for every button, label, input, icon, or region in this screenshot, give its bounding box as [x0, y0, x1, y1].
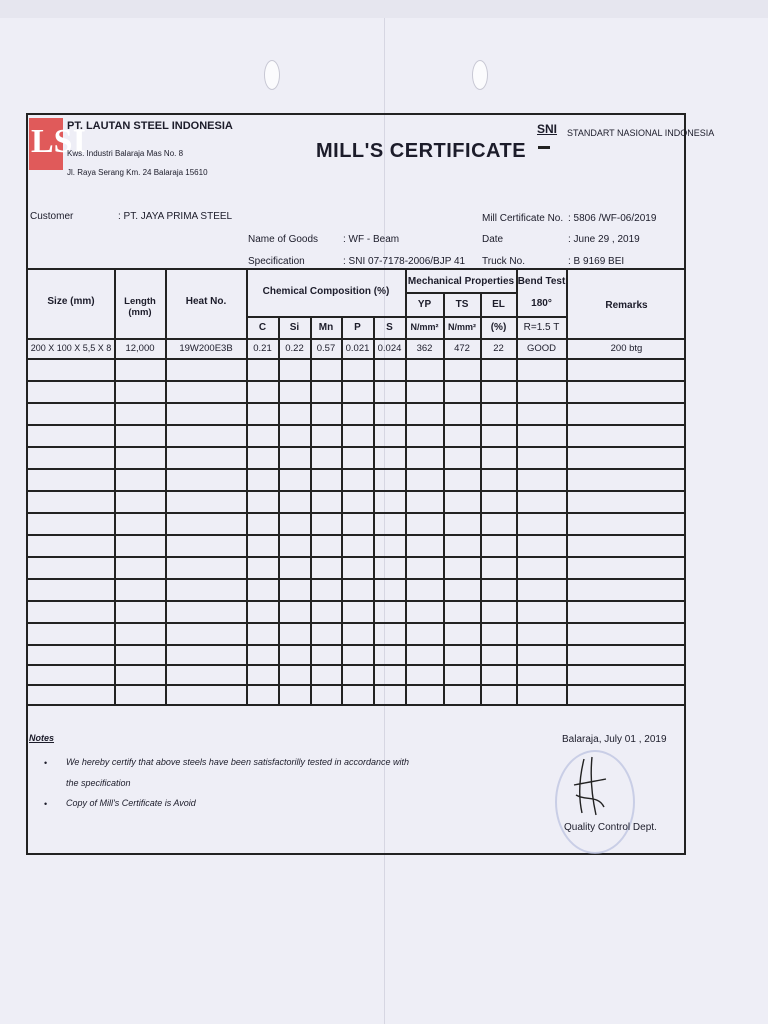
header-el-unit: (%) — [490, 322, 507, 333]
header-yp-unit: N/mm² — [410, 322, 439, 332]
notes-title: Notes — [29, 733, 55, 743]
header-yp: YP — [417, 299, 432, 310]
header-mechanical: Mechanical Properties — [407, 276, 515, 287]
cert-no-label: Mill Certificate No. — [482, 213, 564, 224]
note-bullet: • — [44, 758, 48, 768]
header-si: Si — [289, 322, 300, 333]
table-col-rule — [165, 268, 167, 704]
table-rule — [27, 446, 686, 448]
table-rule — [27, 402, 686, 404]
table-rule — [27, 684, 686, 686]
table-col-rule — [516, 268, 518, 704]
header-el: EL — [492, 299, 505, 310]
table-col-rule — [373, 316, 375, 704]
cell-ts: 472 — [454, 343, 470, 354]
cell-remarks: 200 btg — [610, 343, 643, 354]
sni-mark: SNI — [537, 122, 558, 136]
table-col-rule — [405, 268, 407, 704]
header-mn: Mn — [318, 322, 334, 333]
table-rule — [27, 644, 686, 646]
document-title: MILL'S CERTIFICATE — [316, 140, 527, 162]
table-rule — [27, 338, 686, 340]
cell-length: 12,000 — [125, 343, 155, 354]
signature — [570, 755, 610, 817]
header-bend-r: R=1.5 T — [523, 322, 560, 333]
cert-no-value: : 5806 /WF-06/2019 — [568, 213, 657, 224]
punch-hole-right — [472, 60, 488, 90]
customer-value: : PT. JAYA PRIMA STEEL — [118, 211, 233, 222]
header-p: P — [354, 322, 361, 333]
header-c: C — [258, 322, 267, 333]
goods-label: Name of Goods — [248, 234, 319, 245]
sni-mark-bar — [538, 146, 550, 149]
cell-heat: 19W200E3B — [179, 343, 233, 354]
table-rule — [27, 424, 686, 426]
cell-bend: GOOD — [526, 343, 557, 354]
table-rule — [27, 664, 686, 666]
note-2: Copy of Mill's Certificate is Avoid — [66, 798, 196, 808]
header-ts-unit: N/mm² — [447, 322, 476, 332]
header-bend-angle: 180° — [531, 298, 552, 309]
customer-label: Customer — [30, 211, 74, 222]
table-rule — [27, 534, 686, 536]
qc-dept: Quality Control Dept. — [564, 822, 657, 833]
cell-p: 0.021 — [345, 343, 370, 354]
cell-si: 0.22 — [285, 343, 304, 354]
header-size: Size (mm) — [47, 296, 95, 307]
note-1a: We hereby certify that above steels have been satisfactorilly tested in accordance with — [66, 757, 410, 767]
table-rule — [27, 622, 686, 624]
table-col-rule — [114, 268, 116, 704]
table-col-rule — [246, 268, 248, 704]
cell-s: 0.024 — [377, 343, 402, 354]
table-rule — [27, 704, 686, 706]
company-address-1: Kws. Industri Balaraja Mas No. 8 — [67, 149, 184, 158]
cell-mn: 0.57 — [316, 343, 336, 354]
table-rule — [27, 468, 686, 470]
table-rule — [27, 380, 686, 382]
date-value: : June 29 , 2019 — [568, 234, 640, 245]
spec-value: : SNI 07-7178-2006/BJP 41 — [343, 256, 466, 267]
table-rule — [27, 600, 686, 602]
table-rule — [27, 490, 686, 492]
table-rule — [27, 578, 686, 580]
table-rule — [27, 268, 686, 270]
sni-label: STANDART NASIONAL INDONESIA — [567, 128, 715, 138]
punch-hole-left — [264, 60, 280, 90]
spec-label: Specification — [248, 256, 305, 267]
header-heat: Heat No. — [185, 296, 227, 307]
cell-el: 22 — [493, 343, 504, 354]
header-bend: Bend Test — [517, 276, 566, 287]
table-rule — [405, 292, 516, 294]
table-col-rule — [566, 268, 568, 704]
header-remarks: Remarks — [605, 300, 648, 311]
cell-size: 200 X 100 X 5,5 X 8 — [30, 343, 112, 353]
logo-lettering: LSI — [31, 123, 86, 160]
table-rule — [27, 358, 686, 360]
company-address-2: Jl. Raya Serang Km. 24 Balaraja 15610 — [67, 168, 208, 177]
table-col-rule — [278, 316, 280, 704]
cell-yp: 362 — [416, 343, 433, 354]
truck-value: : B 9169 BEI — [568, 256, 625, 267]
header-s: S — [386, 322, 393, 333]
header-chemical: Chemical Composition (%) — [262, 286, 390, 297]
table-col-rule — [341, 316, 343, 704]
table-rule — [27, 512, 686, 514]
table-rule — [27, 556, 686, 558]
truck-label: Truck No. — [482, 256, 525, 267]
table-col-rule — [310, 316, 312, 704]
header-ts: TS — [455, 299, 469, 310]
date-label: Date — [482, 234, 504, 245]
header-length: Length (mm) — [124, 296, 156, 318]
note-1b: the specification — [66, 778, 131, 788]
company-name: PT. LAUTAN STEEL INDONESIA — [67, 120, 233, 132]
place-date: Balaraja, July 01 , 2019 — [562, 734, 667, 745]
goods-value: : WF - Beam — [343, 234, 400, 245]
note-bullet: • — [44, 799, 48, 809]
cell-c: 0.21 — [253, 343, 272, 354]
company-logo — [29, 118, 86, 170]
